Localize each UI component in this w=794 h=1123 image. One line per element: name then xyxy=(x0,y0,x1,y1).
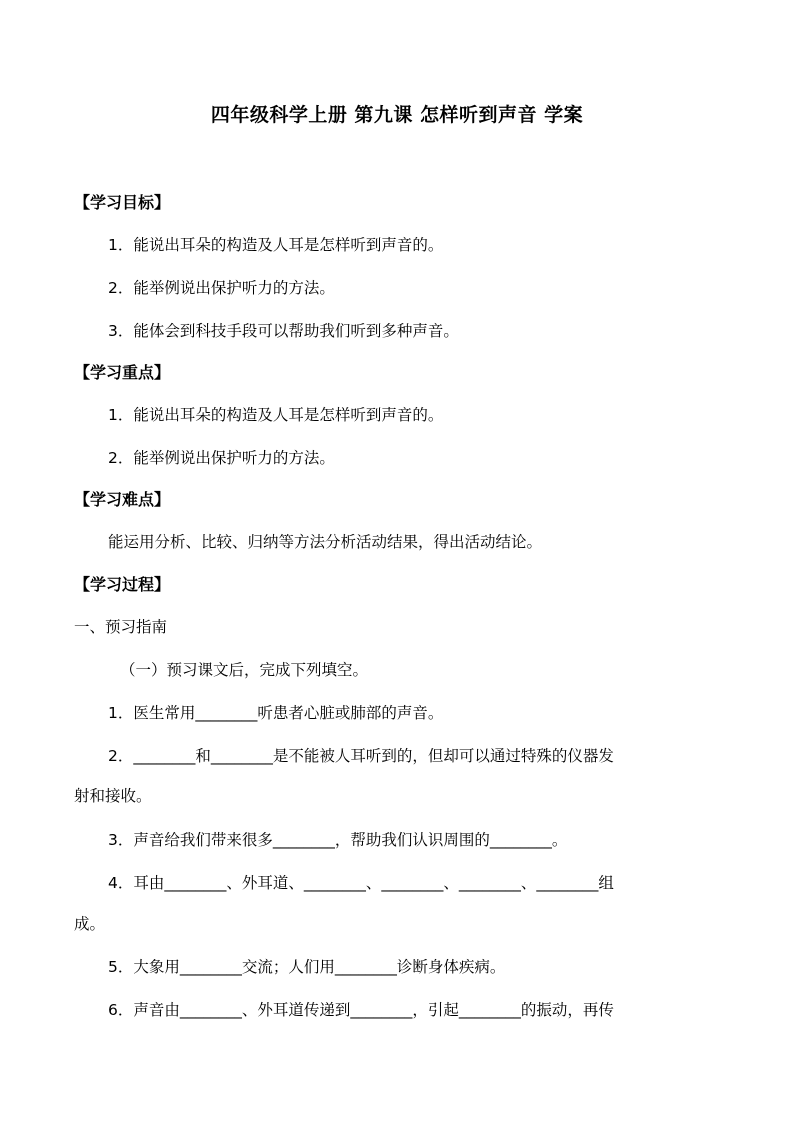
page-title: 四年级科学上册 第九课 怎样听到声音 学案 xyxy=(210,104,584,126)
question-2-line-2: 射和接收。 xyxy=(74,787,152,805)
question-2-line-1: 2．________和________是不能被人耳听到的，但却可以通过特殊的仪器发 xyxy=(108,747,614,765)
process-heading: 【学习过程】 xyxy=(74,575,171,594)
goal-item-1: 1．能说出耳朵的构造及人耳是怎样听到声音的。 xyxy=(108,236,444,254)
question-3: 3．声音给我们带来很多________，帮助我们认识周围的________。 xyxy=(108,831,568,849)
section-preview-guide: 一、预习指南 xyxy=(74,618,168,636)
question-6-line-1: 6．声音由________、外耳道传递到________，引起________的振动，再传 xyxy=(108,1001,614,1019)
goal-item-2: 2．能举例说出保护听力的方法。 xyxy=(108,279,335,297)
goal-item-3: 3．能体会到科技手段可以帮助我们听到多种声音。 xyxy=(108,322,459,340)
difficulty-text: 能运用分析、比较、归纳等方法分析活动结果，得出活动结论。 xyxy=(108,533,543,551)
key-point-item-2: 2．能举例说出保护听力的方法。 xyxy=(108,449,335,467)
goals-heading: 【学习目标】 xyxy=(74,193,171,212)
question-1: 1．医生常用________听患者心脏或肺部的声音。 xyxy=(108,704,444,722)
question-4-line-2: 成。 xyxy=(74,915,106,933)
key-points-heading: 【学习重点】 xyxy=(74,363,171,382)
subsection-fill-blanks: （一）预习课文后，完成下列填空。 xyxy=(120,661,369,679)
question-5: 5．大象用________交流；人们用________诊断身体疾病。 xyxy=(108,958,506,976)
question-4-line-1: 4．耳由________、外耳道、________、________、________、________组 xyxy=(108,874,614,892)
difficulty-heading: 【学习难点】 xyxy=(74,490,171,509)
key-point-item-1: 1．能说出耳朵的构造及人耳是怎样听到声音的。 xyxy=(108,406,444,424)
